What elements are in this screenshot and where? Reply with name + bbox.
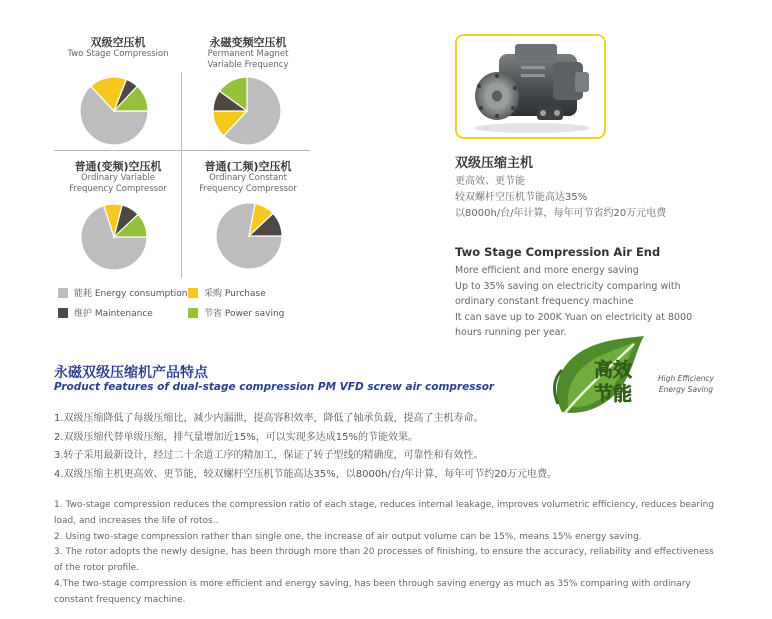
legend-label: 节省 Power saving [204,309,285,319]
legend-item-maintenance [58,306,153,319]
legend-item-purchase [188,286,266,299]
pie-chart-ordinary-vf [80,203,148,271]
product-photo-frame [455,34,606,139]
product-highlight-line-en: hours running per year. [455,327,567,338]
legend-label: 能耗 Energy consumption [74,289,188,299]
pie-chart-ordinary-cf [215,202,283,270]
feature-item-cn: 4.双级压缩主机更高效、更节能，较双螺杆空压机节能高达35%，以8000h/台/年计算，每年可节约20万元电费。 [54,468,558,480]
product-title-en: Two Stage Compression Air End [455,245,661,259]
pie-title-en: Frequency Compressor [199,184,297,194]
pie-title-en: Frequency Compressor [69,184,167,194]
product-highlight-line: 较双螺杆空压机节能高达35% [455,192,588,203]
badge-line-en: Energy Saving [658,385,714,394]
legend-swatch [188,288,198,298]
legend-item-energy [58,286,188,299]
legend-label: 采购 Purchase [204,289,266,299]
features-list-en [54,498,722,609]
pie-title-en: Variable Frequency [207,60,289,70]
features-title-en: Product features of dual-stage compression PM VFD screw air compressor [54,381,495,393]
product-highlight-line-en: ordinary constant frequency machine [455,296,634,307]
badge-text-cn-2: 节能 [594,383,633,405]
legend-label: 维护 Maintenance [74,309,153,319]
legend-swatch [58,308,68,318]
pie-cell-pm-vf [184,36,312,71]
compressor-air-end-image [457,36,604,137]
badge-text-cn-1: 高效 [594,359,633,381]
feature-item-en: 1. Two-stage compression reduces the compression ratio of each stage, reduces internal leakage, improves volumetric efficiency, reduces bearing load, and increases the life of rotos.. [54,500,715,526]
feature-item-cn: 1.双级压缩降低了每级压缩比，减少内漏泄，提高容积效率，降低了轴承负载，提高了主机寿命。 [54,413,484,424]
pie-title-en: Permanent Magnet [207,49,289,59]
legend-item-saving [188,306,284,319]
product-highlight-line: 以8000h/台/年计算，每年可节省约20万元电费 [455,208,667,219]
features-list-cn [54,410,557,484]
product-highlight-line-en: It can save up to 200K Yuan on electricity at 8000 [455,311,693,323]
feature-item-en: 3. The rotor adopts the newly designe, has been through more than 20 processes of finishing, to ensure the accuracy, reliability and effectiveness of the rotor profile. [54,547,714,574]
features-title: 永磁双级压缩机产品特点 [54,365,208,381]
pie-title-cn: 普通(变频)空压机 [74,160,162,173]
feature-item-en: 4.The two-stage compression is more efficient and energy saving, has been through saving energy as much as 35% comparing with ordinary constant frequency machine. [54,578,691,605]
pie-title-cn: 永磁变频空压机 [209,36,287,49]
pie-title-cn: 普通(工频)空压机 [204,160,292,173]
legend-swatch [188,308,198,318]
feature-item-en: 2. Using two-stage compression rather than single one, the increase of air output volume can be 15%, means 15% energy saving. [54,531,642,542]
pie-title-en: Ordinary Variable [80,173,156,183]
pie-chart-two-stage [79,76,149,146]
badge-line-en: High Efficiency [658,374,714,383]
pie-title-en: Ordinary Constant [209,173,287,183]
pie-title-en: Two Stage Compression [67,49,169,59]
legend-swatch [58,288,68,298]
product-title: 双级压缩主机 [455,156,534,171]
product-highlight-line: 更高效、更节能 [455,176,525,187]
pie-cell-ordinary-cf [184,160,312,195]
badge-text-en [658,373,714,395]
product-highlight-line-en: Up to 35% saving on electricity comparing with [455,280,681,292]
product-highlights-en [455,263,692,341]
leaf-icon [548,334,660,418]
pie-chart-pm-vf [212,76,282,146]
pie-cell-two-stage [54,36,182,60]
feature-item-cn: 3.转子采用最新设计，经过二十余道工序的精加工，保证了转子型线的精确度，可靠性和有效性。 [54,450,484,461]
pie-title-cn: 双级空压机 [90,36,146,49]
product-highlight-line-en: More efficient and more energy saving [455,265,639,276]
product-highlights [455,174,666,222]
pie-grid-horizontal-divider [54,150,310,151]
feature-item-cn: 2.双级压缩代替单级压缩，排气量增加近15%，可以实现多达成15%的节能效果。 [54,431,418,443]
pie-cell-ordinary-vf [54,160,182,195]
